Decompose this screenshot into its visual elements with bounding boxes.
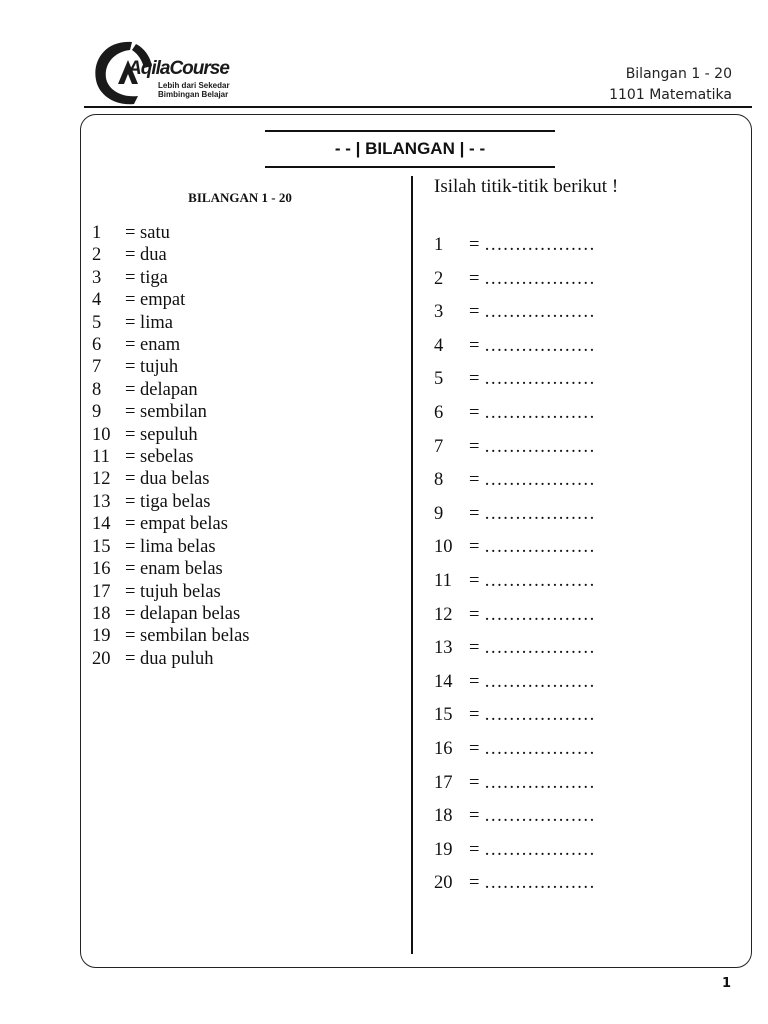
reference-row: [92, 625, 250, 647]
reference-row-number: 11: [92, 447, 110, 468]
reference-row-text: = sepuluh: [125, 424, 198, 445]
exercise-row: [434, 464, 595, 498]
column-divider: [411, 176, 413, 954]
reference-row: [92, 356, 250, 378]
exercise-row: [434, 431, 595, 465]
reference-row-number: 14: [92, 514, 111, 535]
exercise-row-text: = ………………: [469, 738, 596, 759]
exercise-row-text: = ………………: [469, 705, 596, 726]
exercise-row-text: = ………………: [469, 873, 596, 894]
exercise-row-number: 17: [434, 772, 453, 793]
reference-row: [92, 379, 250, 401]
reference-row-number: 9: [92, 402, 102, 423]
exercise-row-number: 7: [434, 436, 444, 457]
reference-row-number: 20: [92, 648, 111, 669]
reference-row-number: 12: [92, 469, 111, 490]
exercise-row: [434, 498, 595, 532]
exercise-row-number: 11: [434, 570, 452, 591]
exercise-row-number: 2: [434, 268, 444, 289]
exercise-row-text: = ………………: [469, 806, 596, 827]
exercise-row: [434, 531, 595, 565]
exercise-row-number: 13: [434, 638, 453, 659]
reference-row-text: = enam: [125, 335, 181, 356]
exercise-row-number: 14: [434, 671, 453, 692]
exercise-row-number: 1: [434, 235, 444, 255]
reference-row-number: 3: [92, 267, 102, 288]
exercise-row-text: = ………………: [469, 402, 596, 423]
exercise-row-text: = ………………: [469, 839, 596, 860]
exercise-row-number: 10: [434, 537, 453, 558]
reference-row-number: 16: [92, 559, 111, 580]
reference-row-number: 18: [92, 603, 111, 624]
exercise-row: [434, 767, 595, 801]
exercise-row-text: = ………………: [469, 638, 596, 659]
reference-row-number: 2: [92, 245, 102, 266]
reference-row-number: 1: [92, 223, 102, 243]
exercise-row-number: 15: [434, 705, 453, 726]
exercise-title: Isilah titik-titik berikut !: [434, 176, 619, 197]
exercise-row-number: 3: [434, 302, 444, 323]
exercise-row-number: 19: [434, 839, 453, 860]
exercise-row-number: 6: [434, 402, 444, 423]
reference-list: [92, 222, 250, 670]
reference-row-text: = satu: [125, 223, 170, 243]
reference-row-text: = tujuh belas: [125, 581, 221, 602]
reference-row-text: = tiga: [125, 267, 168, 288]
exercise-row-text: = ………………: [469, 604, 596, 625]
reference-row-number: 10: [92, 424, 111, 445]
reference-row-number: 7: [92, 357, 102, 378]
reference-row: [92, 513, 250, 535]
exercise-row: [434, 397, 595, 431]
exercise-row-number: 9: [434, 503, 444, 524]
exercise-row-text: = ………………: [469, 235, 596, 255]
header-rule: [84, 106, 752, 108]
exercise-row: [434, 363, 595, 397]
reference-row-text: = delapan: [125, 379, 198, 400]
exercise-row: [434, 632, 595, 666]
exercise-row-text: = ………………: [469, 302, 596, 323]
exercise-row: [434, 800, 595, 834]
exercise-row: [434, 733, 595, 767]
exercise-row-number: 20: [434, 873, 453, 894]
reference-row: [92, 401, 250, 423]
header-topic: Bilangan 1 - 20: [625, 66, 732, 82]
exercise-row-text: = ………………: [469, 436, 596, 457]
logo: [92, 38, 242, 108]
reference-row: [92, 468, 250, 490]
reference-row-text: = lima belas: [125, 536, 216, 557]
reference-row-text: = sebelas: [125, 447, 194, 468]
exercise-row-text: = ………………: [469, 503, 596, 524]
reference-row: [92, 581, 250, 603]
reference-row: [92, 491, 250, 513]
exercise-row-number: 12: [434, 604, 453, 625]
section-banner: - - | BILANGAN | - -: [265, 130, 555, 168]
reference-row-text: = delapan belas: [125, 603, 241, 624]
reference-row: [92, 289, 250, 311]
exercise-row: [434, 565, 595, 599]
reference-row-text: = empat: [125, 290, 186, 311]
reference-row: [92, 536, 250, 558]
exercise-row-text: = ………………: [469, 335, 596, 356]
exercise-row-text: = ………………: [469, 671, 596, 692]
reference-row-text: = dua: [125, 245, 167, 266]
exercise-row: [434, 229, 595, 263]
reference-row-text: = tujuh: [125, 357, 179, 378]
reference-row-text: = tiga belas: [125, 491, 211, 512]
reference-row-text: = sembilan: [125, 402, 207, 423]
exercise-row-text: = ………………: [469, 570, 596, 591]
exercise-row-text: = ………………: [469, 268, 596, 289]
reference-row: [92, 558, 250, 580]
exercise-row-number: 8: [434, 470, 444, 491]
reference-row-number: 13: [92, 491, 111, 512]
exercise-row: [434, 666, 595, 700]
logo-tagline-line-1: Lebih dari Sekedar: [158, 81, 230, 90]
exercise-row: [434, 330, 595, 364]
reference-row-number: 17: [92, 581, 111, 602]
logo-name: AqilaCourse: [128, 58, 229, 79]
exercise-row-number: 4: [434, 335, 444, 356]
exercise-row: [434, 263, 595, 297]
reference-row: [92, 312, 250, 334]
logo-tagline-line-2: Bimbingan Belajar: [158, 90, 229, 99]
reference-row-number: 19: [92, 626, 111, 647]
header-subject: 1101 Matematika: [609, 87, 732, 103]
reference-row-text: = dua puluh: [125, 648, 214, 669]
reference-row-text: = dua belas: [125, 469, 210, 490]
exercise-row-text: = ………………: [469, 772, 596, 793]
reference-row: [92, 424, 250, 446]
exercise-row: [434, 834, 595, 868]
reference-row: [92, 244, 250, 266]
logo-tagline: [158, 81, 230, 99]
reference-row: [92, 603, 250, 625]
reference-row-number: 4: [92, 290, 102, 311]
exercise-row: [434, 699, 595, 733]
exercise-row-number: 5: [434, 369, 444, 390]
exercise-list: [434, 229, 595, 901]
reference-row: [92, 648, 250, 670]
reference-row-text: = enam belas: [125, 559, 223, 580]
reference-title: BILANGAN 1 - 20: [188, 190, 292, 205]
reference-row-number: 15: [92, 536, 111, 557]
reference-row: [92, 334, 250, 356]
exercise-row-text: = ………………: [469, 369, 596, 390]
reference-row-number: 5: [92, 312, 102, 333]
header-info: [609, 64, 732, 106]
exercise-row-number: 16: [434, 738, 453, 759]
exercise-row-text: = ………………: [469, 470, 596, 491]
exercise-row: [434, 867, 595, 901]
exercise-row: [434, 599, 595, 633]
reference-row-text: = lima: [125, 312, 173, 333]
reference-row-number: 6: [92, 335, 102, 356]
exercise-row: [434, 296, 595, 330]
reference-row-number: 8: [92, 379, 102, 400]
exercise-row-text: = ………………: [469, 537, 596, 558]
reference-row: [92, 222, 250, 244]
page-number: 1: [721, 976, 731, 991]
reference-row: [92, 267, 250, 289]
reference-row-text: = empat belas: [125, 514, 228, 535]
reference-row: [92, 446, 250, 468]
reference-row-text: = sembilan belas: [125, 626, 250, 647]
exercise-row-number: 18: [434, 806, 453, 827]
